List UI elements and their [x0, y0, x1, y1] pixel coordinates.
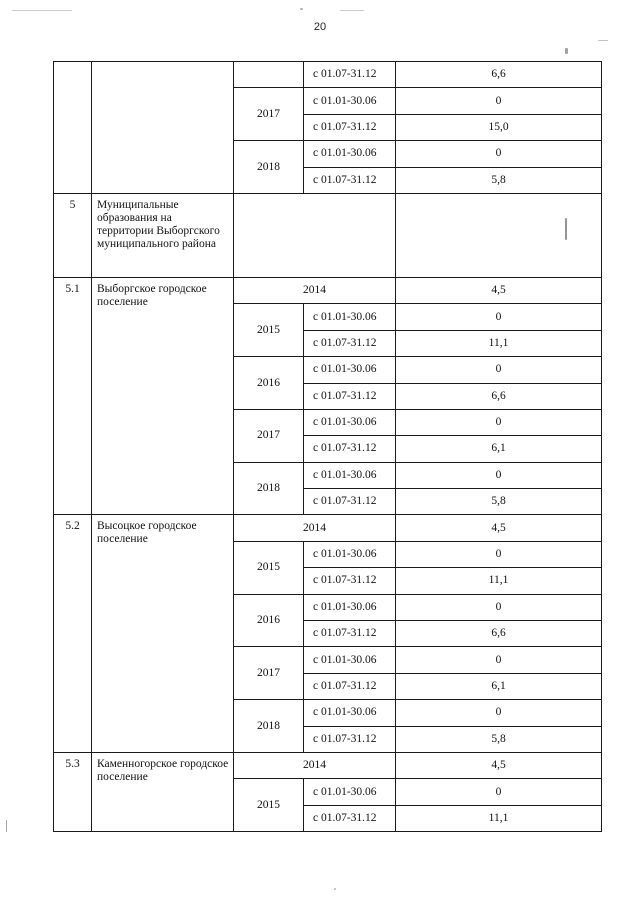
entity-name: Выборгское городское поселение — [92, 277, 234, 515]
table-cell-num — [54, 62, 92, 194]
entity-row — [54, 752, 602, 778]
value-cell: 5,8 — [396, 167, 602, 193]
period-cell: с 01.01-30.06 — [304, 409, 396, 435]
period-cell: с 01.07-31.12 — [304, 805, 396, 831]
section-num: 5 — [54, 193, 92, 277]
table-cell-year — [234, 62, 304, 88]
value-cell: 0 — [396, 462, 602, 488]
period-cell: с 01.07-31.12 — [304, 62, 396, 88]
scan-speck — [598, 40, 608, 41]
table-cell-name — [92, 62, 234, 194]
year-cell: 2016 — [234, 357, 304, 410]
value-cell: 0 — [396, 304, 602, 330]
value-cell: 6,6 — [396, 62, 602, 88]
value-cell: 0 — [396, 700, 602, 726]
value-cell: 4,5 — [396, 515, 602, 541]
base-year-cell: 2014 — [234, 752, 396, 778]
period-cell: с 01.01-30.06 — [304, 88, 396, 114]
value-cell: 6,6 — [396, 621, 602, 647]
scan-speck — [12, 10, 72, 11]
period-cell: с 01.01-30.06 — [304, 304, 396, 330]
scan-speck — [334, 888, 336, 890]
entity-name: Каменногорское городское поселение — [92, 752, 234, 831]
period-cell: с 01.07-31.12 — [304, 568, 396, 594]
table-cell-empty — [234, 193, 396, 277]
scan-speck — [300, 8, 303, 10]
table-row — [54, 62, 602, 88]
value-cell: 15,0 — [396, 114, 602, 140]
value-cell: 4,5 — [396, 752, 602, 778]
base-year-cell: 2014 — [234, 277, 396, 303]
entity-num: 5.3 — [54, 752, 92, 831]
tariff-table — [53, 61, 602, 832]
year-cell: 2015 — [234, 541, 304, 594]
value-cell: 0 — [396, 594, 602, 620]
period-cell: с 01.07-31.12 — [304, 436, 396, 462]
value-cell: 0 — [396, 409, 602, 435]
value-cell: 6,1 — [396, 673, 602, 699]
value-cell: 0 — [396, 541, 602, 567]
period-cell: с 01.07-31.12 — [304, 489, 396, 515]
period-cell: с 01.01-30.06 — [304, 700, 396, 726]
entity-row — [54, 277, 602, 303]
entity-name: Высоцкое городское поселение — [92, 515, 234, 753]
year-cell: 2015 — [234, 304, 304, 357]
period-cell: с 01.07-31.12 — [304, 673, 396, 699]
scan-speck — [565, 48, 568, 54]
entity-row — [54, 515, 602, 541]
period-cell: с 01.07-31.12 — [304, 167, 396, 193]
period-cell: с 01.01-30.06 — [304, 357, 396, 383]
year-cell: 2017 — [234, 88, 304, 141]
base-year-cell: 2014 — [234, 515, 396, 541]
value-cell: 0 — [396, 357, 602, 383]
period-cell: с 01.01-30.06 — [304, 541, 396, 567]
period-cell: с 01.01-30.06 — [304, 647, 396, 673]
value-cell: 0 — [396, 88, 602, 114]
period-cell: с 01.01-30.06 — [304, 779, 396, 805]
period-cell: с 01.01-30.06 — [304, 594, 396, 620]
year-cell: 2017 — [234, 409, 304, 462]
period-cell: с 01.07-31.12 — [304, 114, 396, 140]
scan-speck — [340, 10, 364, 11]
value-cell: 11,1 — [396, 568, 602, 594]
value-cell: 0 — [396, 141, 602, 167]
value-cell: 5,8 — [396, 489, 602, 515]
year-cell: 2016 — [234, 594, 304, 647]
period-cell: с 01.07-31.12 — [304, 621, 396, 647]
year-cell: 2018 — [234, 700, 304, 753]
year-cell: 2018 — [234, 462, 304, 515]
period-cell: с 01.07-31.12 — [304, 726, 396, 752]
table-cell-empty — [396, 193, 602, 277]
period-cell: с 01.01-30.06 — [304, 462, 396, 488]
value-cell: 0 — [396, 779, 602, 805]
entities-body — [54, 277, 602, 831]
value-cell: 0 — [396, 647, 602, 673]
entity-num: 5.2 — [54, 515, 92, 753]
period-cell: с 01.07-31.12 — [304, 383, 396, 409]
section-row — [54, 193, 602, 277]
value-cell: 6,1 — [396, 436, 602, 462]
scan-speck — [6, 820, 7, 832]
value-cell: 4,5 — [396, 277, 602, 303]
value-cell: 11,1 — [396, 805, 602, 831]
year-cell: 2017 — [234, 647, 304, 700]
period-cell: с 01.01-30.06 — [304, 141, 396, 167]
year-cell: 2018 — [234, 141, 304, 194]
value-cell: 5,8 — [396, 726, 602, 752]
value-cell: 6,6 — [396, 383, 602, 409]
year-cell: 2015 — [234, 779, 304, 832]
value-cell: 11,1 — [396, 330, 602, 356]
period-cell: с 01.07-31.12 — [304, 330, 396, 356]
page-number: 20 — [313, 21, 327, 33]
section-name: Муниципальные образования на территории Выборгского муниципального района — [92, 193, 234, 277]
entity-num: 5.1 — [54, 277, 92, 515]
